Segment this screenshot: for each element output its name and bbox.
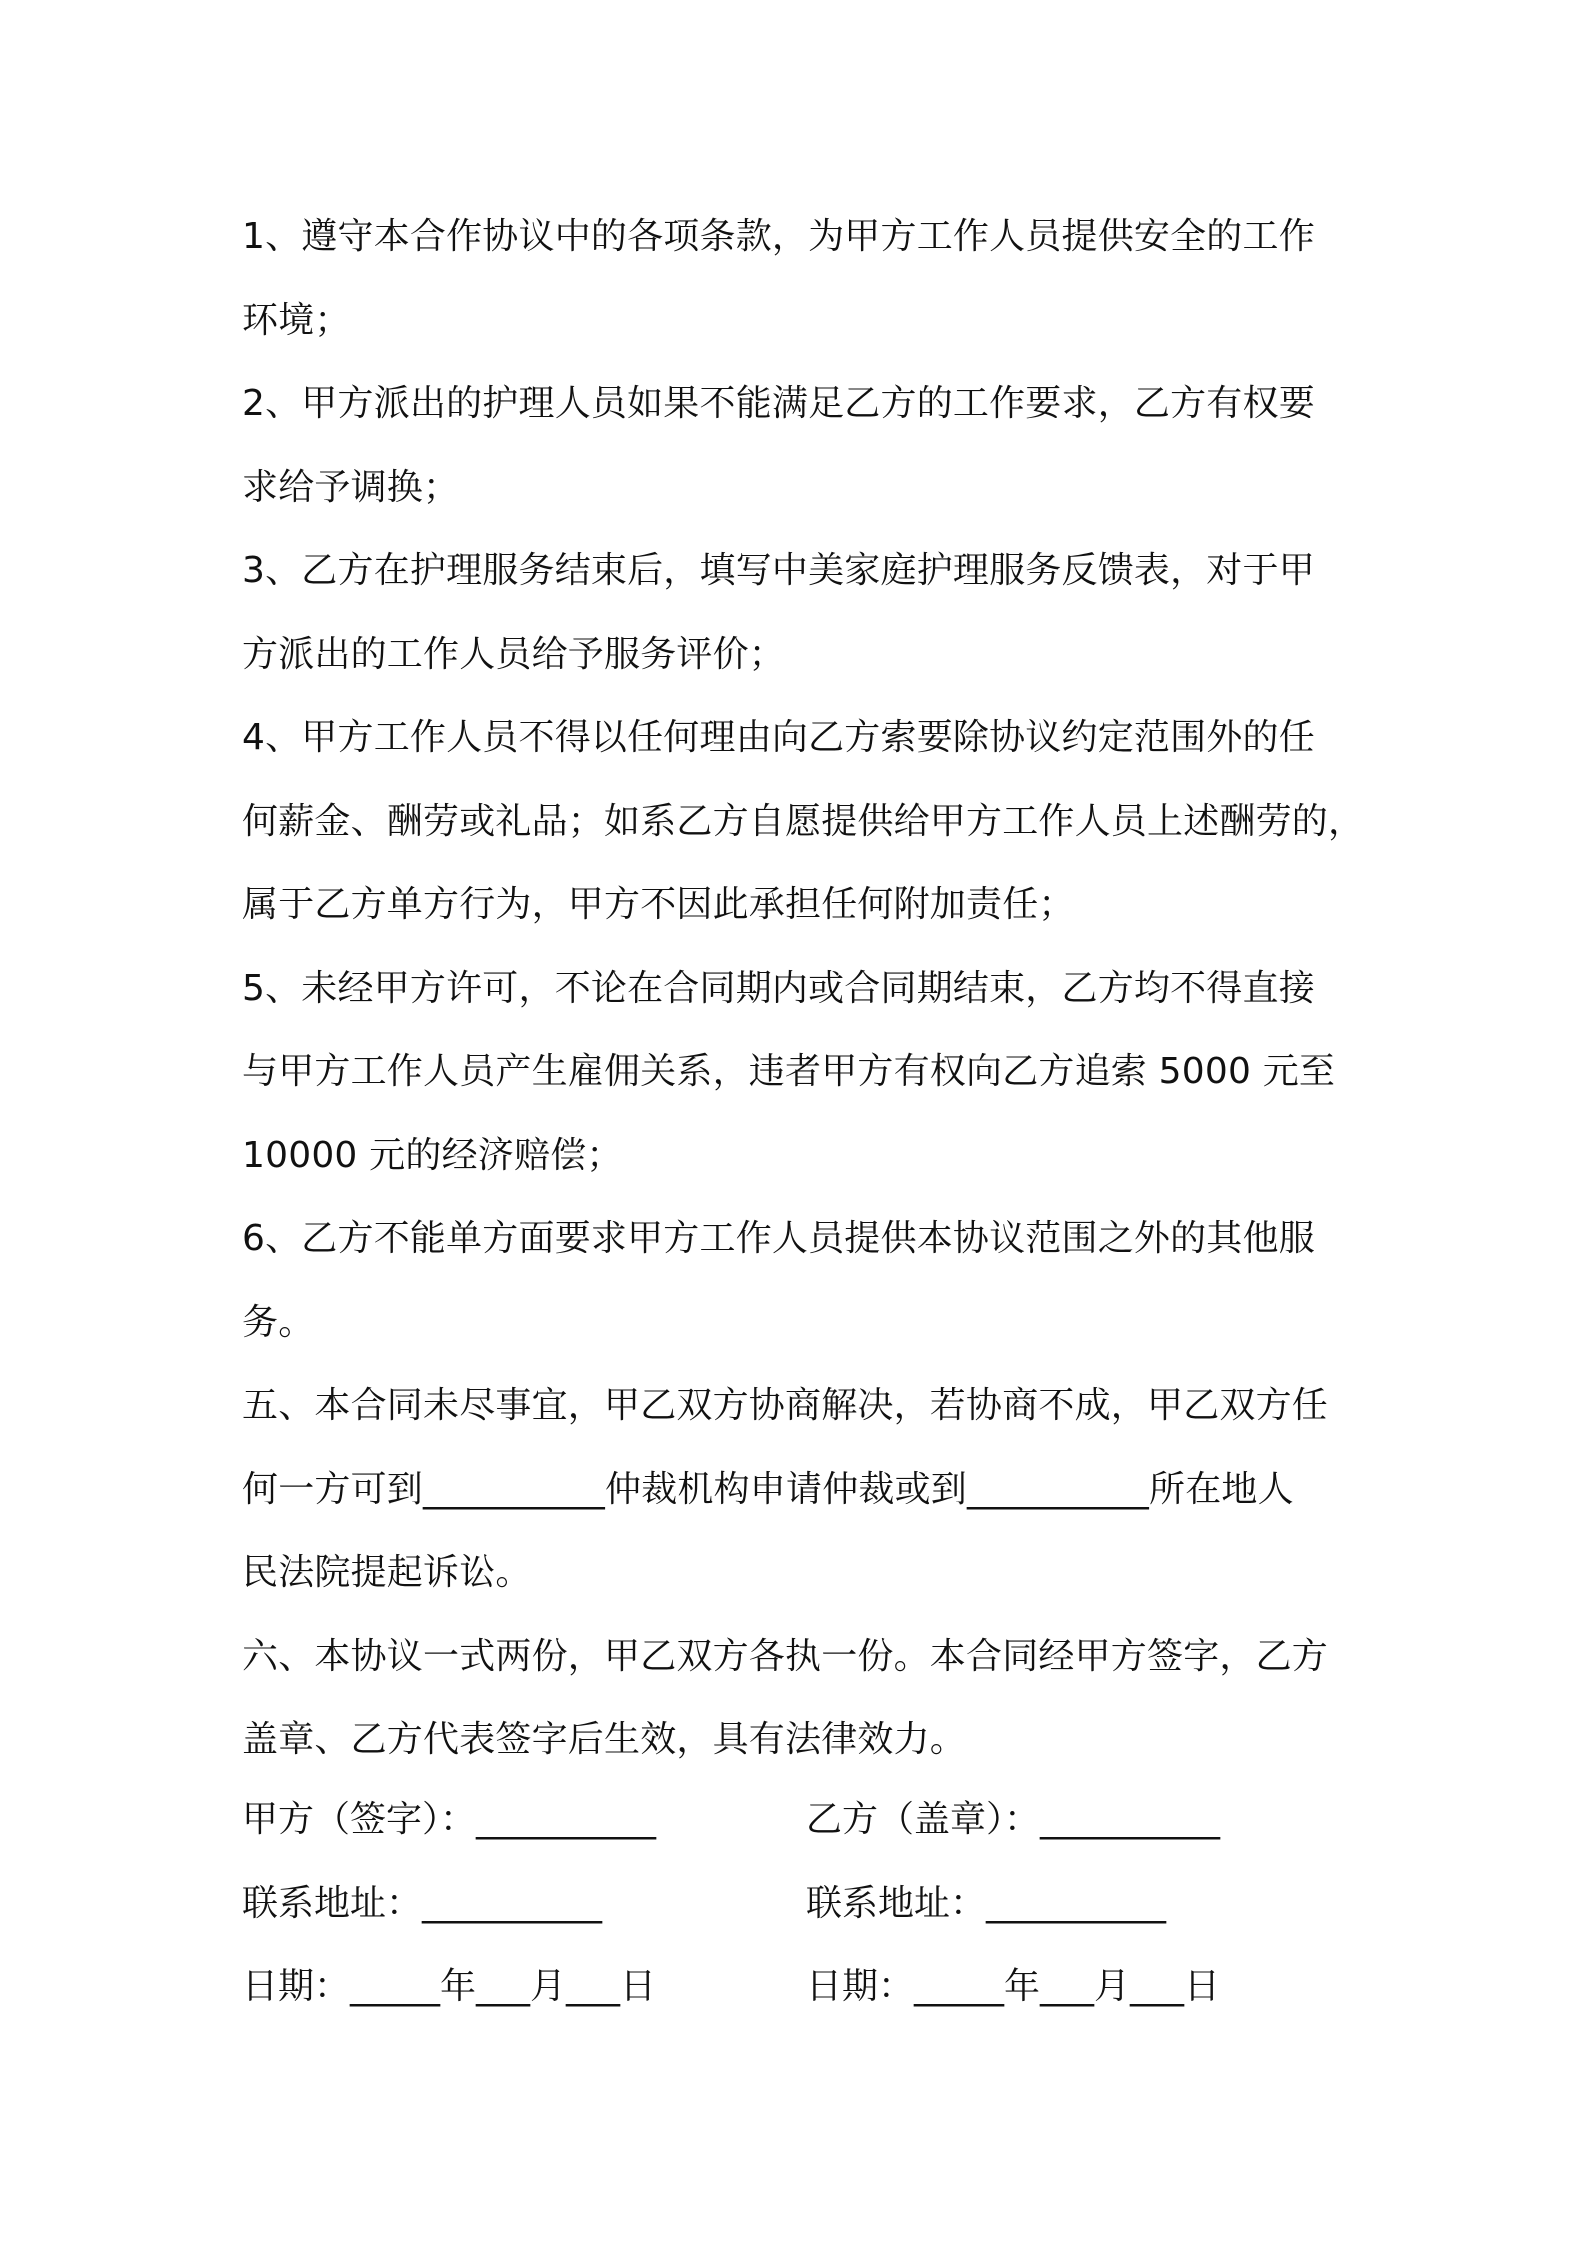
address-row [242, 1862, 1362, 1946]
text-line: 何一方可到__________仲裁机构申请仲裁或到__________所在地人 [242, 1468, 1294, 1510]
text-line: 盖章、乙方代表签字后生效，具有法律效力。 [242, 1719, 967, 1760]
text-line: 1、遵守本合作协议中的各项条款，为甲方工作人员提供安全的工作 [242, 216, 1315, 257]
party-a-signature: 甲方（签字）：__________ [242, 1799, 657, 1840]
text-line: 5、未经甲方许可，不论在合同期内或合同期结束，乙方均不得直接 [242, 967, 1315, 1009]
party-b-date: 日期：_____年___月___日 [806, 1966, 1221, 2007]
text-line: 10000 元的经济赔偿； [242, 1134, 623, 1176]
text-line: 环境； [242, 299, 351, 341]
text-line: 务。 [242, 1301, 315, 1343]
text-line: 3、乙方在护理服务结束后，填写中美家庭护理服务反馈表，对于甲 [242, 550, 1315, 591]
signature-row [242, 1778, 1362, 1862]
text-line: 方派出的工作人员给予服务评价； [242, 633, 786, 675]
text-line: 与甲方工作人员产生雇佣关系，违者甲方有权向乙方追索 5000 元至 [242, 1051, 1336, 1092]
party-b-address: 联系地址：__________ [806, 1882, 1167, 1924]
text-line: 4、甲方工作人员不得以任何理由向乙方索要除协议约定范围外的任 [242, 717, 1315, 758]
text-line: 六、本协议一式两份，甲乙双方各执一份。本合同经甲方签字，乙方 [242, 1635, 1329, 1677]
party-b-seal: 乙方（盖章）：__________ [806, 1799, 1221, 1840]
party-a-date: 日期：_____年___月___日 [242, 1966, 657, 2007]
text-line: 属于乙方单方行为，甲方不因此承担任何附加责任； [242, 884, 1075, 925]
text-line: 民法院提起诉讼。 [242, 1552, 532, 1593]
text-line: 2、甲方派出的护理人员如果不能满足乙方的工作要求，乙方有权要 [242, 383, 1315, 424]
text-line: 求给予调换； [242, 466, 460, 508]
text-line: 6、乙方不能单方面要求甲方工作人员提供本协议范围之外的其他服 [242, 1218, 1315, 1259]
contract-body [242, 195, 1365, 1782]
signature-block [242, 1778, 1362, 2029]
text-line: 何薪金、酬劳或礼品；如系乙方自愿提供给甲方工作人员上述酬劳的， [242, 800, 1365, 842]
text-line: 五、本合同未尽事宜，甲乙双方协商解决，若协商不成，甲乙双方任 [242, 1385, 1329, 1426]
date-row [242, 1945, 1362, 2029]
party-a-address: 联系地址：__________ [242, 1882, 603, 1924]
